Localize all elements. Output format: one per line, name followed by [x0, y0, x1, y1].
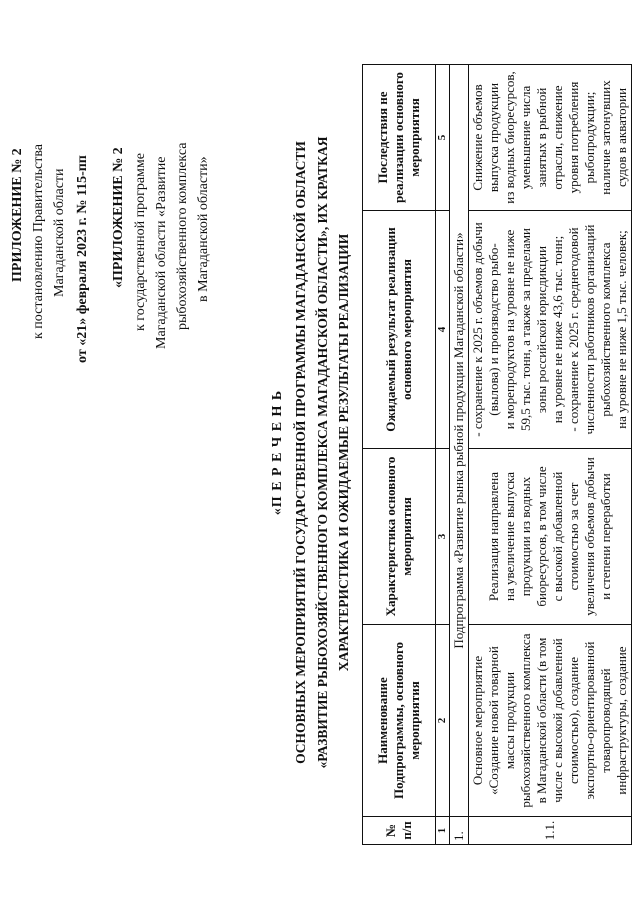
column-number-1: 1: [436, 817, 450, 845]
column-number-4: 4: [436, 211, 450, 449]
appendix-2-heading: «ПРИЛОЖЕНИЕ № 2: [111, 147, 126, 288]
cell-characteristic: Реализация направлена на увеличение выпуска продукции из водных биоресурсов, в том числе с высокой добавленной стоимостью за счет увеличения объемов добычи и степени переработки: [469, 449, 632, 625]
header-col-characteristic: Характеристика основного мероприятия: [363, 449, 436, 625]
appendix-1-line-2: Магаданской области: [52, 168, 67, 297]
appendix-2-line-1: к государственной программе: [133, 153, 148, 331]
title-word: «П Е Р Е Ч Е Н Ь: [270, 389, 285, 516]
cell-name: Основное мероприятие «Создание новой товарной массы продукции рыбохозяйственного комплекса в Магаданской области (в том числе с высокой добавленной стоимостью), создание экспортно-ориентированной товаропроводящей инфраструктуры, создание: [469, 625, 632, 817]
table-row: [469, 65, 632, 845]
column-number-row: [436, 65, 450, 845]
measures-table: [362, 64, 632, 845]
appendix-2-line-4: в Магаданской области»: [196, 156, 211, 302]
column-number-2: 2: [436, 625, 450, 817]
title-line-2: «РАЗВИТИЕ РЫБОХОЗЯЙСТВЕННОГО КОМПЛЕКСА МАГАДАНСКОЙ ОБЛАСТИ», ИХ КРАТКАЯ: [315, 136, 330, 769]
cell-expected-result: - сохранение к 2025 г. объемов добычи (вылова) и производство рыбо- и морепродуктов на уровне не ниже 59,5 тыс. тонн, а также за пределами зоны российской юрисдикции на уровне не ниже 43,6 тыс. тонн; - сохранение к 2025 г. среднегодовой численности работников организаций рыбохозяйственного комплекса на уровне не ниже 1,5 тыс. человек;: [469, 211, 632, 449]
row-number: 1.1.: [469, 817, 632, 845]
header-col-name: Наименование Подпрограммы, основного мероприятия: [363, 625, 436, 817]
appendix-1-line-3: от «21» февраля 2023 г. № 115-пп: [75, 155, 90, 363]
cell-consequences: Снижение объемов выпуска продукции из водных биоресурсов, уменьшение числа занятых в рыбной отрасли, снижение уровня потребления рыбопродукции; наличие затонувших судов в акватории: [469, 65, 632, 211]
appendix-1-heading: ПРИЛОЖЕНИЕ № 2: [10, 148, 25, 282]
title-line-1: ОСНОВНЫХ МЕРОПРИЯТИЙ ГОСУДАРСТВЕННОЙ ПРОГРАММЫ МАГАДАНСКОЙ ОБЛАСТИ: [293, 141, 308, 764]
column-number-5: 5: [436, 65, 450, 211]
header-col-consequences: Последствия не реализации основного мероприятия: [363, 65, 436, 211]
header-col-number: № п/п: [363, 817, 436, 845]
table-header-row: [363, 65, 436, 845]
appendix-1-line-1: к постановлению Правительства: [31, 143, 46, 339]
title-line-3: ХАРАКТЕРИСТИКА И ОЖИДАЕМЫЕ РЕЗУЛЬТАТЫ РЕАЛИЗАЦИИ: [336, 233, 351, 672]
subprogram-number: 1.: [450, 817, 469, 845]
appendix-2-line-2: Магаданской области «Развитие: [154, 156, 169, 349]
header-col-expected-result: Ожидаемый результат реализации основного мероприятия: [363, 211, 436, 449]
subprogram-row: [450, 65, 469, 845]
appendix-2-line-3: рыбохозяйственного комплекса: [175, 142, 190, 330]
subprogram-title: Подпрограмма «Развитие рынка рыбной продукции Магаданской области»: [450, 65, 469, 817]
column-number-3: 3: [436, 449, 450, 625]
